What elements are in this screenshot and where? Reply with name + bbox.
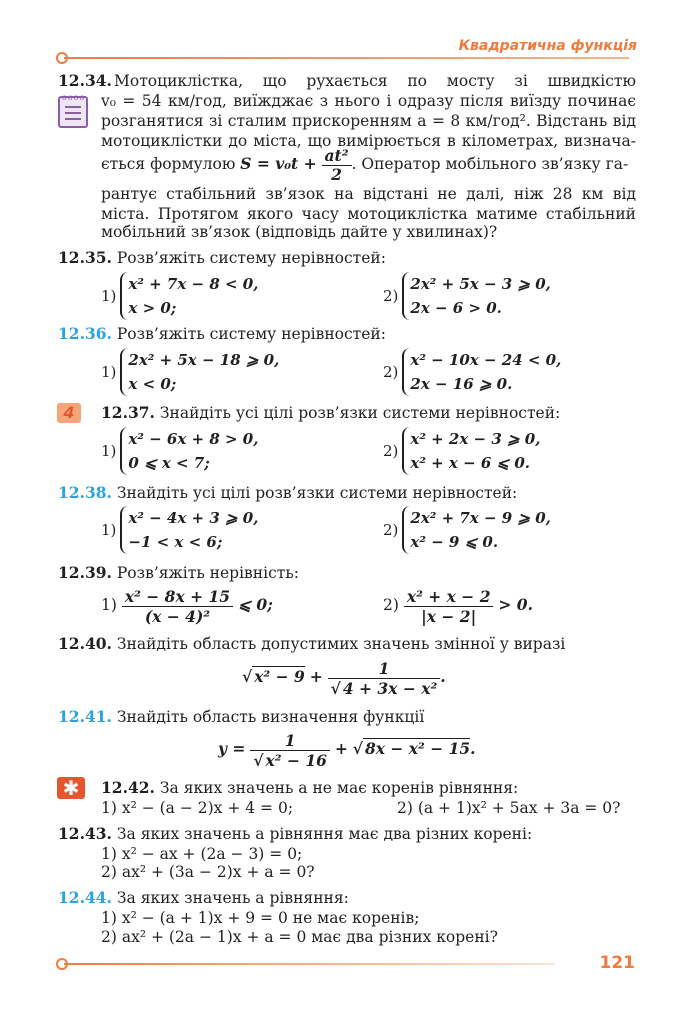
system-b: 2)2x² + 7x − 9 ⩾ 0, x² − 9 ⩽ 0. — [383, 506, 551, 554]
level-4-badge: 4 — [57, 403, 81, 423]
problem-12-44: 12.44. За яких значень a рівняння: — [58, 888, 349, 907]
problem-12-39: 12.39. Розв’яжіть нерівність: — [58, 563, 299, 582]
footer-rule — [64, 963, 555, 965]
problem-text-line: Мотоциклістка, що рухається по мосту зі швидкістю — [114, 72, 636, 90]
formula-lhs: S = v₀t + — [240, 154, 317, 173]
inequality-a: 1) $\frac{\text{x² − 8x + 15}}{\text{(x − 4)²}}$ ⩽ 0; — [101, 586, 273, 626]
problem-12-42: 12.42. За яких значень a не має коренів рівняння: — [101, 778, 519, 797]
system-b: 2)x² + 2x − 3 ⩾ 0, x² + x − 6 ⩽ 0. — [383, 427, 540, 475]
problem-12-36: 12.36. Розв’яжіть систему нерівностей: — [58, 324, 386, 343]
inequality-b: 2) $\frac{\text{x² + x − 2}}{|x - 2|}$ > 0. — [383, 586, 533, 626]
equation-a: 1) x² − (a + 1)x + 9 = 0 не має коренів; — [101, 909, 420, 927]
asterisk-badge-icon: ✱ — [57, 777, 85, 799]
system-a: 1)x² − 6x + 8 > 0, 0 ⩽ x < 7; — [101, 427, 258, 475]
equation-b: 2) ax² + (2a − 1)x + a = 0 має два різних корені? — [101, 928, 498, 946]
function-12-41: y = $\frac{1}{\text{√ x² − 16}}$ + √ 8x − x² − 15. — [218, 730, 476, 770]
problem-text-line: розганятися зі сталим прискоренням a = 8 км/год². Відстань від — [101, 112, 636, 130]
problem-text-line: мобільний зв’язок (відповідь дайте у хвилинах)? — [101, 223, 498, 241]
problem-12-35: 12.35. Розв’яжіть систему нерівностей: — [58, 248, 386, 267]
problem-12-40: 12.40. Знайдіть область допустимих значень змінної у виразі — [58, 634, 566, 653]
problem-12-37: 12.37. Знайдіть усі цілі розв’язки системи нерівностей: — [101, 403, 561, 422]
equation-b: 2) ax² + (3a − 2)x + a = 0? — [101, 863, 315, 881]
formula-line — [101, 144, 628, 184]
equation-a: 1) x² − (a − 2)x + 4 = 0; — [101, 799, 294, 817]
problem-text-line: мотоциклістки до міста, що вимірюється в кілометрах, визнача- — [101, 132, 636, 150]
problem-12-41: 12.41. Знайдіть область визначення функції — [58, 707, 425, 726]
problem-text-line: рантує стабільний зв’язок на відстані не далі, ніж 28 км від — [101, 185, 636, 203]
problem-12-43: 12.43. За яких значень a рівняння має два різних корені: — [58, 824, 533, 843]
problem-12-38: 12.38. Знайдіть усі цілі розв’язки системи нерівностей: — [58, 483, 518, 502]
system-a: 1)x² + 7x − 8 < 0, x > 0; — [101, 272, 258, 320]
formula-tail: . Оператор мобільного зв’язку га- — [351, 155, 629, 173]
formula-fraction: $\frac{\text{at²}}{2}$ — [322, 147, 352, 184]
formula-intro: ється формулою — [101, 155, 236, 173]
equation-a: 1) x² − ax + (2a − 3) = 0; — [101, 845, 303, 863]
problem-text-line: міста. Протягом якого часу мотоциклістка матиме стабільний — [101, 205, 636, 223]
header-rule — [64, 57, 629, 59]
problem-text-line: v₀ = 54 км/год, виїжджає з нього і одразу після виїзду починає — [101, 92, 636, 110]
system-b: 2)2x² + 5x − 3 ⩾ 0, 2x − 6 > 0. — [383, 272, 551, 320]
running-head: Квадратична функція — [458, 38, 637, 54]
system-b: 2)x² − 10x − 24 < 0, 2x − 16 ⩾ 0. — [383, 348, 561, 396]
notebook-icon: oooo — [58, 96, 88, 128]
system-a: 1)2x² + 5x − 18 ⩾ 0, x < 0; — [101, 348, 279, 396]
problem-number-12-34: 12.34. — [58, 71, 112, 90]
equation-b: 2) (a + 1)x² + 5ax + 3a = 0? — [397, 799, 621, 817]
system-a: 1)x² − 4x + 3 ⩾ 0, −1 < x < 6; — [101, 506, 258, 554]
page-number: 121 — [599, 953, 635, 973]
expression-12-40: √ x² − 9 + $\frac{1}{\text{√ 4 + 3x − x²}}$ . — [242, 658, 446, 698]
